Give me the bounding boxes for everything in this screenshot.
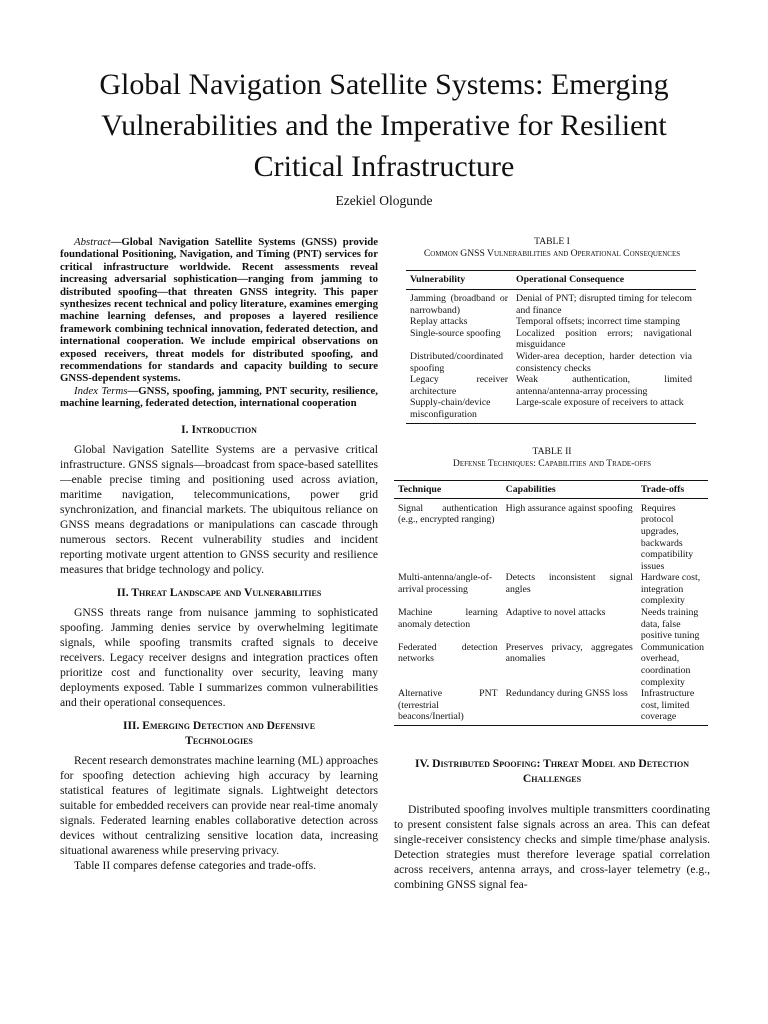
table2-label: TABLE II (532, 445, 572, 457)
table-cell: Hardware cost, integration complexity (640, 572, 701, 607)
table-cell: Single-source spoofing (410, 327, 501, 339)
table-cell: Large-scale exposure of receivers to attack (516, 397, 684, 409)
table2-caption: Defense Techniques: Capabilities and Trade-offs (452, 457, 652, 469)
table2-header-technique: Technique (398, 483, 442, 495)
table2-body (394, 499, 708, 726)
index-terms-label: Index Terms (74, 384, 128, 397)
table-cell: Adaptive to novel attacks (505, 607, 606, 619)
table-cell: Requires protocol upgrades, backwards compatibility issues (640, 502, 694, 572)
paper-title: Global Navigation Satellite Systems: Emerging Vulnerabilities and the Imperative for Resilient Critical Infrastructure (99, 68, 669, 183)
table1-header-consequence: Operational Consequence (516, 274, 625, 285)
abstract-text: —Global Navigation Satellite Systems (GNSS) provide foundational Positioning, Navigation, and Timing (PNT) services for critical infrastructure worldwide. Recent assessments reveal increasing adversarial sophistication—ranging from jamming to distributed spoofing—that threaten GNSS integrity. This paper synthesizes recent technical and policy literature, examines emerging machine learning defenses, and proposes a layered resilience framework combining technical innovation, federated detection, and international cooperation. We include empirical observations on exposed receivers, threat models for distributed spoofing, and recommendations for standards and capacity building to secure GNSS-dependent systems. (60, 236, 378, 385)
table1 (406, 270, 696, 424)
table-cell: Infrastructure cost, limited coverage (640, 688, 695, 723)
table-cell: Signal authentication (e.g., encrypted ranging) (398, 502, 498, 526)
table-cell: Temporal offsets; incorrect time stamping (516, 316, 681, 328)
table-cell: Supply-chain/device misconfiguration (410, 397, 491, 421)
paragraph-detection-technologies: Recent research demonstrates machine learning (ML) approaches for spoofing detection achieving high accuracy by learning statistical features of legitimate signals. Lightweight detectors suitable for embedded receivers can provide near real-time anomaly signals. Federated learning enables collaborative detection across devices without centralizing sensitive location data, increasing situational awareness while preserving privacy. (60, 753, 378, 857)
table-cell: High assurance against spoofing (505, 502, 633, 514)
table-cell: Redundancy during GNSS loss (505, 688, 628, 700)
table-cell: Wider-area deception, harder detection via consistency checks (516, 351, 692, 374)
table2-header-tradeoffs: Trade-offs (640, 483, 685, 495)
table-cell: Detects inconsistent signal angles (505, 572, 633, 595)
table2-header-capabilities: Capabilities (505, 483, 556, 495)
paragraph-introduction: Global Navigation Satellite Systems are a pervasive critical infrastructure. GNSS signals—broadcast from space-based satellites—enable precise timing and positioning used across aviation, maritime navigation, telecommunications, power grid synchronization, and financial markets. The ubiquitous reliance on GNSS means degradations or manipulations can cascade through numerous sectors. Recent vulnerability studies and incident reporting motivate urgent attention to GNSS security and resilience measures that bridge technology and policy. (60, 442, 378, 576)
table-row (406, 328, 696, 351)
table2 (394, 480, 708, 726)
table-cell: Replay attacks (410, 316, 468, 328)
table-row (394, 607, 708, 642)
table-row (394, 642, 708, 688)
table-row (406, 316, 696, 328)
section-heading-introduction: I. Introduction (181, 422, 257, 436)
section-heading-detection-technologies: III. Emerging Detection and Defensive Technologies (122, 718, 316, 747)
paragraph-threat-landscape: GNSS threats range from nuisance jamming to sophisticated spoofing. Jamming denies service by overwhelming legitimate signals, while spoofing transmits crafted signals to deceive receivers. Legacy receiver designs and integration practices often prioritize cost and functionality over security, leaving many deployments exposed. Table I summarizes common vulnerabilities and their operational consequences. (60, 605, 378, 709)
abstract-label: Abstract (74, 236, 111, 248)
table-cell: Localized position errors; navigational misguidance (516, 327, 692, 351)
table-row (406, 374, 696, 397)
table1-header-row (406, 271, 696, 290)
table-cell: Denial of PNT; disrupted timing for telecom and finance (516, 293, 692, 316)
table2-header-row (394, 480, 708, 499)
table-cell: Jamming (broadband or narrowband) (410, 293, 508, 316)
table-cell: Distributed/coordinated spoofing (410, 351, 504, 374)
table1-label: TABLE I (534, 236, 570, 247)
table-row (406, 293, 696, 316)
section-heading-threat-landscape: II. Threat Landscape and Vulnerabilities (116, 585, 322, 599)
table-cell: Federated detection networks (398, 641, 498, 665)
table-cell: Communication overhead, coordination complexity (640, 641, 704, 688)
section-heading-distributed-spoofing: IV. Distributed Spoofing: Threat Model and Detection Challenges (415, 757, 689, 785)
index-terms (60, 385, 378, 410)
abstract (60, 236, 378, 385)
table1-caption: Common GNSS Vulnerabilities and Operational Consequences (423, 248, 681, 259)
table1-body (406, 289, 696, 423)
table1-header-vulnerability: Vulnerability (410, 274, 466, 285)
table-row (406, 351, 696, 374)
paragraph-distributed-spoofing: Distributed spoofing involves multiple transmitters coordinating to present consistent false signals across an area. This can defeat single-receiver consistency checks and simple time/phase analysis. Detection strategies must therefore leverage spatial correlation across receivers, antenna arrays, and cross-layer telemetry (e.g., combining GNSS signal fea- (394, 803, 710, 891)
table-cell: Multi-antenna/angle-of-arrival processing (398, 572, 493, 595)
left-column (60, 236, 378, 873)
paragraph-table2-reference: Table II compares defense categories and trade-offs. (74, 858, 317, 872)
table-cell: Alternative PNT (terrestrial beacons/Inertial) (398, 688, 498, 723)
table-row (394, 688, 708, 725)
table-cell: Legacy receiver architecture (410, 374, 508, 397)
table-row (394, 503, 708, 573)
table-cell: Needs training data, false positive tuning (640, 607, 700, 642)
table-cell: Weak authentication, limited antenna/antenna-array processing (516, 374, 692, 397)
right-column (394, 236, 710, 892)
index-terms-text: —GNSS, spoofing, jamming, PNT security, resilience, machine learning, federated detection, international cooperation (60, 384, 378, 410)
table-row (394, 572, 708, 607)
author-name: Ezekiel Ologunde (335, 193, 433, 208)
table-cell: Preserves privacy, aggregates anomalies (505, 641, 633, 665)
table-row (406, 397, 696, 423)
table-cell: Machine learning anomaly detection (398, 607, 498, 630)
